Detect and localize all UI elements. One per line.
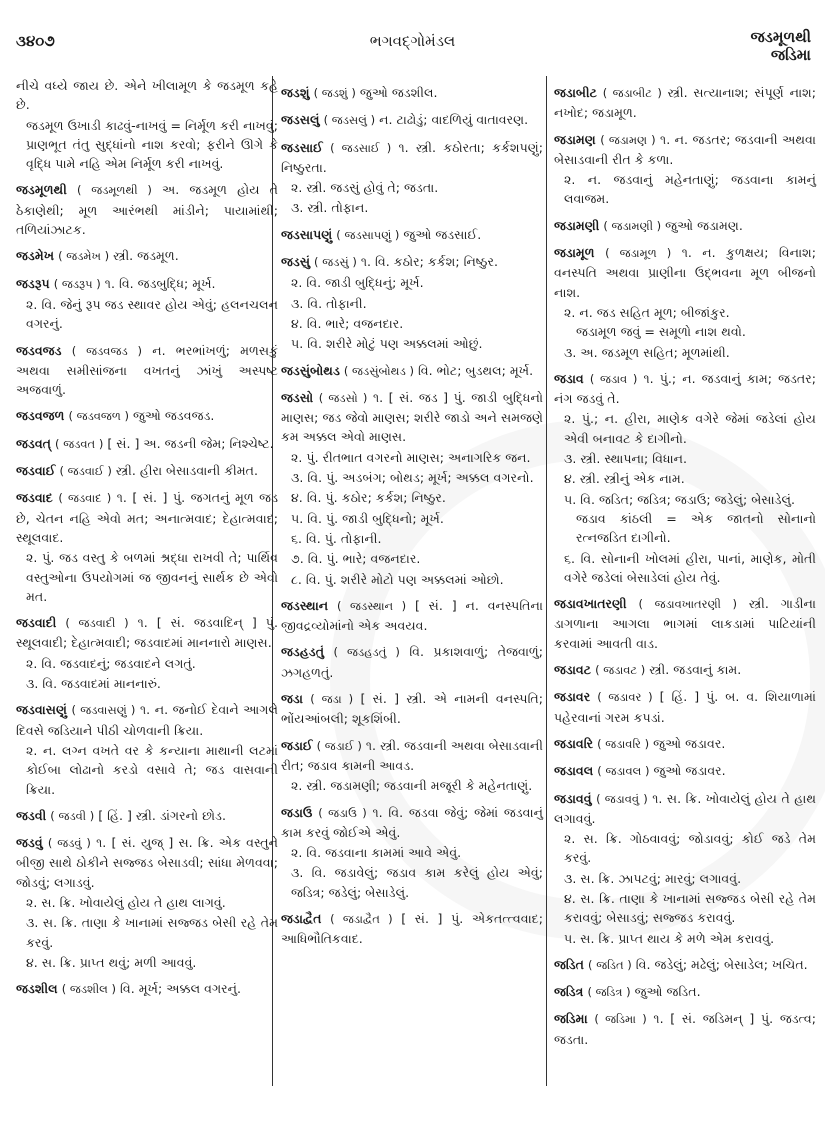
definition-text: ૪. સ. ક્રિ. પ્રાપ્ત થવું; મળી આવવું.	[26, 954, 197, 970]
entry-sense	[554, 322, 816, 341]
headword: જડાવખાતરણી	[554, 596, 627, 612]
definition-text: જુઓ જડિત.	[634, 984, 701, 1000]
entry-sense	[554, 829, 816, 868]
entry-sense	[554, 170, 816, 209]
definition-text: જડામૂળ જવું = સમૂળો નાશ થવો.	[576, 324, 746, 340]
dictionary-entry	[281, 909, 543, 949]
entry-sense	[281, 529, 543, 548]
pronunciation: ( જડવત )	[55, 436, 104, 451]
definition-text: વિ. પ્રકાશવાળું; તેજવાળું; ઝગહળતું.	[281, 644, 543, 680]
entry-sense	[281, 198, 543, 217]
headword: જડવું	[16, 835, 43, 851]
entry-sense	[281, 549, 543, 568]
definition-text: વિ. મૂર્ખ; અક્કલ વગરનું.	[120, 981, 242, 997]
headword: જડાવટ	[554, 662, 592, 678]
entry-sense	[554, 889, 816, 928]
headword: જડાબીટ	[554, 85, 597, 100]
entry-sense	[554, 303, 816, 322]
dictionary-entry	[554, 83, 816, 123]
headword: જડાવ	[554, 370, 584, 386]
definition-text: વિ. ભોટ; બુડથલ; મૂર્ખ.	[417, 362, 534, 378]
definition-text: ૧. ન. કુળક્ષય; વિનાશ; વનસ્પતિ અથવા પ્રાણીના ઉદ્ભવના મૂળ બીજનો નાશ.	[554, 245, 816, 300]
pronunciation: ( જડાબીટ )	[602, 86, 662, 100]
headword: જડાવરિ	[554, 735, 594, 751]
dictionary-entry	[554, 761, 816, 781]
headword: જડશું	[281, 85, 310, 100]
headword: જડવાસણું	[16, 702, 67, 718]
definition-text: ૩. વિ. પું. અડબંગ; બોથડ; મૂર્ખ; અક્કલ વગરનો.	[291, 470, 534, 486]
headword: જડવી	[16, 807, 47, 823]
definition-text: ૧. [ સં. જડ ] પું. જાડી બુદ્ધિનો માણસ; જડ જેવો માણસ; શરીરે જાડો અને સમજણે કમ અક્કલ એવો માણસ.	[281, 389, 543, 445]
dictionary-entry	[16, 180, 278, 239]
pronunciation: ( જડિત્ર )	[587, 985, 631, 1000]
headword: જડવત્	[16, 435, 52, 451]
definition-text: ૧. સ્ત્રી. જડવાની અથવા બેસાડવાની રીત; જડાવ કામની આવડ.	[281, 737, 543, 773]
dictionary-entry	[554, 982, 816, 1002]
entry-sense	[281, 273, 543, 292]
dictionary-entry	[16, 246, 278, 266]
column-2	[281, 76, 543, 949]
dictionary-entry	[281, 83, 543, 103]
guide-words	[750, 28, 811, 64]
headword: જડામણી	[554, 217, 600, 233]
definition-text: ૬. વિ. સોનાની ખોલમાં હીરા, પાનાં, માણેક, મોતી વગેરે જડેલાં બેસાડેલાં હોય તેવું.	[564, 550, 816, 585]
headword: જડાઉ	[281, 804, 313, 820]
entry-sense	[281, 776, 543, 795]
entry-sense	[16, 295, 278, 334]
entry-sense	[554, 490, 816, 509]
definition-text: ૨. સ. ક્રિ. ગોઠવાવવું; જોડાવવું; કોઈ જડે તેમ કરવું.	[564, 831, 816, 866]
definition-text: ૧. સ્ત્રી. કઠોરતા; કર્કશપણું; નિષ્ઠુરતા.	[281, 139, 543, 175]
headword: જડામૂળ	[554, 245, 595, 261]
pronunciation: ( જડાવવું )	[596, 791, 648, 806]
definition-text: ૨. ન. જડવાનું મહેનતાણું; જડવાના કામનું લવાજમ.	[564, 172, 816, 207]
definition-text: [ સં. ] પું. એકતત્ત્વવાદ; આધિભૌતિકવાદ.	[281, 910, 543, 947]
headword: જડસાઈ	[281, 139, 323, 155]
definition-text: [ સં. ] ન. વનસ્પતિના જીવદ્રવ્યોમાંનો એક અવયવ.	[281, 597, 543, 634]
pronunciation: ( જડવાદી )	[65, 616, 129, 631]
headword: જડાવલ	[554, 763, 594, 779]
headword: જડાઈ	[281, 737, 313, 753]
definition-text: ૧. [ સં. જડવાદિન્ ] પું. સ્થૂલવાદી; દેહાત્મવાદી; જડવાદમાં માનનારો માણસ.	[16, 615, 278, 651]
dictionary-entry	[281, 803, 543, 843]
pronunciation: ( જડસું )	[314, 255, 357, 270]
headword: જડાવવું	[554, 790, 592, 806]
entry-sense	[16, 953, 278, 972]
definition-text: ૭. વિ. પું. ભારે; વજનદાર.	[291, 551, 421, 567]
definition-text: જુઓ જડાવર.	[653, 763, 726, 779]
entry-sense	[281, 488, 543, 507]
dictionary-entry	[16, 488, 278, 547]
definition-text: ૨. પું. જડ વસ્તુ કે બળમાં શ્રદ્ધા રાખવી તે; પાર્થિવ વસ્તુઓના ઉપયોગમાં જ જીવનનું સાર્થક છે એવો મત.	[26, 550, 278, 604]
entry-sense	[281, 863, 543, 902]
headword: જડાવર	[554, 689, 591, 705]
definition-text: વિ. જડેલું; મઢેલું; બેસાડેલ; ખચિત.	[635, 956, 808, 972]
column-1	[16, 76, 278, 999]
definition-text: ૨. ન. લગ્ન વખતે વર કે કન્યાના માથાની લટમાં કોઈબા લોઢાનો કરડો વસાવે તે; જડ વાસવાની ક્રિયા.	[26, 742, 278, 797]
headword: જડસાપણું	[281, 226, 333, 242]
dictionary-entry	[16, 613, 278, 653]
definition-text: ૩. વિ. જડાવેલું; જડાવ કામ કરેલું હોય એવું; જડિત્ર; જડેલું; બેસાડેલું.	[291, 865, 543, 900]
entry-sense	[281, 314, 543, 333]
pronunciation: ( જડિમા )	[594, 1012, 647, 1027]
entry-sense	[554, 549, 816, 588]
entry-sense	[16, 76, 278, 115]
pronunciation: ( જડસો )	[318, 390, 368, 405]
guide-word-first: જડમૂળથી	[750, 28, 811, 46]
dictionary-entry	[281, 225, 543, 245]
entry-sense	[16, 674, 278, 693]
definition-text: અ. જડમૂળ હોય તે ઠેકાણેથી; મૂળ આરંભથી માંડીને; પાયામાંથી; તળિયાંઝાટક.	[16, 182, 278, 238]
definition-text: ન. ટાઢોડું; વાદળિયું વાતાવરણ.	[379, 112, 529, 128]
definition-text: ૧. વિ. જડબુદ્ધિ; મૂર્ખ.	[104, 275, 216, 291]
definition-text: ૨. વિ. જેનું રૂપ જડ સ્થાવર હોય એવું; હલનચલન વગરનું.	[26, 296, 278, 332]
definition-text: ૨. વિ. જડવાદનું; જડવાદને લગતું.	[26, 655, 196, 671]
headword: જડવાદી	[16, 615, 57, 631]
headword: જડહડતું	[281, 644, 325, 660]
entry-sense	[281, 294, 543, 313]
pronunciation: ( જડવાસણું )	[71, 703, 136, 718]
definition-text: ૫. વિ. પું. જાડી બુદ્ધિનો; મૂર્ખ.	[291, 510, 444, 526]
dictionary-entry	[554, 734, 816, 754]
dictionary-entry	[554, 594, 816, 653]
entry-sense	[554, 469, 816, 488]
pronunciation: ( જડરૂપ )	[53, 276, 101, 291]
pronunciation: ( જડામણી )	[603, 218, 662, 233]
pronunciation: ( જડામૂળ )	[605, 246, 672, 261]
definition-text: ૪. સ્ત્રી. સ્ત્રીનું એક નામ.	[564, 471, 685, 487]
entry-sense	[554, 929, 816, 948]
definition-text: ૧. સ. ક્રિ. ખોવાયેલું હોય તે હાથ લગાવવું.	[554, 790, 817, 826]
entry-sense	[554, 869, 816, 888]
headword: જડશીલ	[16, 981, 58, 997]
definition-text: [ હિં. ] સ્ત્રી. ડાંગરનો છોડ.	[98, 807, 226, 823]
page-header	[0, 28, 825, 68]
pronunciation: ( જડાદ્વૈત )	[330, 911, 393, 926]
pronunciation: ( જડાવટ )	[595, 663, 646, 678]
definition-text: ૩. અ. જડમૂળ સહિત; મૂળમાંથી.	[564, 344, 730, 360]
headword: જડિમા	[554, 1011, 588, 1027]
definition-text: સ્ત્રી. હીરા બેસાડવાની કીમત.	[115, 463, 258, 479]
dictionary-entry	[281, 736, 543, 776]
headword: જડસુંબોથડ	[281, 362, 340, 378]
definition-text: સ્ત્રી. જડવાનું કામ.	[649, 662, 742, 678]
headword: જડસ્થાન	[281, 597, 329, 613]
dictionary-entry	[554, 660, 816, 680]
pronunciation: ( જડા )	[310, 692, 354, 707]
dictionary-entry	[16, 406, 278, 426]
dictionary-entry	[16, 833, 278, 892]
pronunciation: ( જડશું )	[313, 86, 356, 100]
entry-sense	[16, 548, 278, 606]
dictionary-entry	[554, 687, 816, 727]
column-divider	[546, 76, 547, 1086]
entry-sense	[554, 409, 816, 448]
entry-sense	[16, 741, 278, 799]
entry-sense	[281, 509, 543, 528]
headword: જડસું	[281, 254, 311, 270]
definition-text: નીચે વધ્યે જાય છે. એને ખીલામૂળ કે જડમૂળ કહે છે.	[16, 78, 278, 113]
pronunciation: ( જડસાપણું )	[336, 227, 400, 242]
definition-text: સ્ત્રી. જડમૂળ.	[113, 248, 179, 264]
dictionary-entry	[554, 216, 816, 236]
column-3	[554, 76, 816, 1049]
definition-text: [ સં. ] સ્ત્રી. એ નામની વનસ્પતિ; ભોંયઆંબલી; શૂકશિંબી.	[281, 691, 544, 727]
definition-text: જુઓ જડસાઈ.	[403, 226, 482, 242]
headword: જડા	[281, 691, 303, 707]
definition-text: ૨. પું.; ન. હીરા, માણેક વગેરે જેમાં જડેલાં હોય એવી બનાવટ કે દાગીનો.	[564, 411, 816, 446]
definition-text: ૪. વિ. ભારે; વજનદાર.	[291, 315, 404, 331]
dictionary-entry	[16, 341, 278, 400]
definition-text: ૩. સ્ત્રી. તોફાન.	[291, 200, 369, 216]
definition-text: ૧. [ સં. યુજ્ ] સ. ક્રિ. એક વસ્તુને બીજી સાથે ઠોકીને સજ્જડ બેસાડવી; સાંધા મેળવવા; જોડવું; લગાડવું.	[16, 835, 278, 890]
dictionary-entry	[281, 689, 543, 729]
definition-text: ૨. વિ. જાડી બુદ્ધિનું; મૂર્ખ.	[291, 275, 424, 291]
dictionary-entry	[554, 1009, 816, 1049]
dictionary-entry	[16, 434, 278, 454]
headword: જડરૂપ	[16, 275, 50, 291]
definition-text: ૧. ન. જનોઈ દેવાને આગલે દિવસે જડિયાને પીઠી ચોળવાની ક્રિયા.	[16, 702, 278, 738]
entry-sense	[281, 468, 543, 487]
definition-text: જુઓ જડશીલ.	[359, 85, 438, 100]
dictionary-entry	[16, 806, 278, 826]
definition-text: ૪. સ. ક્રિ. તાણા કે ખાનામાં સજ્જડ બેસી રહે તેમ કરાવવું; બેસાડવું; સજ્જડ કરાવવું.	[564, 890, 816, 926]
dictionary-entry	[281, 110, 543, 130]
definition-text: ૪. વિ. પું. કઠોર; કર્કશ; નિષ્ઠુર.	[291, 490, 446, 506]
definition-text: ૨. સ્ત્રી. જડસું હોવું તે; જડતા.	[291, 180, 439, 196]
definition-text: ૩. વિ. તોફાની.	[291, 295, 367, 311]
entry-sense	[554, 449, 816, 468]
pronunciation: ( જડાવરિ )	[597, 736, 650, 751]
pronunciation: ( જડવજળ )	[68, 409, 129, 424]
pronunciation: ( જડવું )	[47, 836, 91, 851]
pronunciation: ( જડશીલ )	[61, 982, 117, 997]
headword: જડવજડ	[16, 342, 62, 358]
definition-text: ૩. વિ. જડવાદમાં માનનારું.	[26, 676, 161, 692]
entry-sense	[281, 448, 543, 467]
definition-text: ૧. ન. જડતર; જડવાની અથવા બેસાડવાની રીત કે કળા.	[554, 131, 816, 167]
guide-word-last: જડિમા	[770, 46, 811, 64]
pronunciation: ( જડાવર )	[597, 690, 653, 705]
definition-text: ૩. સ. ક્રિ. ઝાપટવું; મારવું; લગાવવું.	[564, 870, 742, 886]
dictionary-entry	[281, 388, 543, 447]
headword: જડાદ્વૈત	[281, 910, 322, 926]
definition-text: જુઓ જડાવર.	[653, 735, 726, 751]
headword: જડિત્ર	[554, 984, 584, 1000]
dictionary-entry	[281, 596, 543, 636]
definition-text: ૧. [ સં. ] પું. જગતનું મૂળ જડ છે, ચેતન નહિ એવો મત; અનાત્મવાદ; દેહાત્મવાદ; સ્થૂલવાદ.	[16, 490, 278, 545]
pronunciation: ( જડાઈ )	[316, 738, 362, 753]
running-title: ભગવદ્ગોમંડલ	[369, 32, 456, 50]
dictionary-entry	[281, 138, 543, 178]
dictionary-entry	[281, 361, 543, 381]
headword: જડસલું	[281, 112, 320, 128]
pronunciation: ( જડમેખ )	[58, 249, 110, 264]
pronunciation: ( જડાવખાતરણી )	[638, 597, 737, 612]
dictionary-entry	[554, 369, 816, 409]
headword: જડામણ	[554, 131, 596, 147]
dictionary-entry	[554, 130, 816, 170]
headword: જડમૂળથી	[16, 182, 67, 198]
pronunciation: ( જડવાદ )	[58, 491, 112, 506]
definition-text: ૮. વિ. પું. શરીરે મોટો પણ અક્કલમાં ઓછો.	[291, 571, 504, 587]
definition-text: જડાવ કાંઠલી = એક જાતનો સોનાનો રત્નજડિત દાગીનો.	[576, 510, 816, 546]
entry-sense	[281, 334, 543, 353]
definition-text: સ્ત્રી. ગાડીના ડાગળાના આગલા ભાગમાં લાકડામાં પાટિયાંની કરવામાં આવતી વાડ.	[554, 596, 816, 651]
pronunciation: ( જડવજડ )	[71, 343, 142, 358]
headword: જડવજળ	[16, 408, 65, 424]
definition-text: ૧. વિ. જડવા જેવું; જેમાં જડવાનું કામ કરવું જોઈએ એવું.	[281, 804, 543, 840]
entry-sense	[281, 570, 543, 589]
pronunciation: ( જડાવ )	[589, 371, 638, 386]
pronunciation: ( જડાઉ )	[318, 805, 367, 820]
definition-text: ૬. વિ. પું. તોફાની.	[291, 530, 382, 546]
definition-text: ૫. સ. ક્રિ. પ્રાપ્ત થાય કે મળે એમ કરાવવું.	[564, 930, 775, 946]
definition-text: [ સં. ] અ. જડની જેમ; નિશ્ચેષ્ટ.	[107, 435, 274, 451]
headword: જડમેખ	[16, 248, 55, 264]
definition-text: ૩. સ. ક્રિ. તાણા કે ખાનામાં સજ્જડ બેસી રહે તેમ કરવું.	[26, 915, 278, 950]
pronunciation: ( જડસાઈ )	[330, 140, 392, 155]
pronunciation: ( જડસ્થાન )	[337, 598, 407, 613]
definition-text: ૧. વિ. કઠોર; કર્કશ; નિષ્ઠુર.	[360, 254, 498, 270]
definition-text: ૨. પું. રીતભાત વગરનો માણસ; અનાગરિક જન.	[291, 449, 531, 465]
definition-text: ૧. પું.; ન. જડવાનું કામ; જડતર; નંગ જડવું તે.	[554, 370, 816, 407]
pronunciation: ( જડવાઈ )	[59, 464, 112, 479]
entry-sense	[16, 654, 278, 673]
entry-sense	[16, 116, 278, 174]
definition-text: ૫. વિ. શરીરે મોટું પણ અક્કલમાં ઓછું.	[291, 336, 483, 352]
dictionary-entry	[281, 642, 543, 682]
pronunciation: ( જડિત )	[588, 957, 632, 972]
entry-sense	[16, 913, 278, 952]
pronunciation: ( જડમૂળથી )	[76, 183, 152, 198]
dictionary-entry	[554, 955, 816, 975]
pronunciation: ( જડહડતું )	[333, 645, 400, 660]
headword: જડવાઈ	[16, 463, 56, 479]
entry-sense	[554, 343, 816, 362]
pronunciation: ( જડસુંબોથડ )	[343, 363, 414, 378]
headword: જડવાદ	[16, 490, 53, 506]
dictionary-entry	[554, 243, 816, 302]
entry-sense	[281, 178, 543, 197]
definition-text: ૨. સ્ત્રી. જડામણી; જડવાની મજૂરી કે મહેનતાણું.	[291, 778, 533, 794]
pronunciation: ( જડાવલ )	[597, 764, 650, 779]
entry-sense	[16, 893, 278, 912]
dictionary-entry	[16, 274, 278, 294]
dictionary-entry	[554, 789, 816, 829]
definition-text: સ્ત્રી. સત્યાનાશ; સંપૂર્ણ નાશ; નખોદ; જડામૂળ.	[554, 85, 816, 121]
entry-sense	[554, 509, 816, 548]
definition-text: જડમૂળ ઉખાડી કાઢવું-નાખવું = નિર્મૂળ કરી નાખવું; પ્રાણભૂત તંતુ સુદ્ધાંનો નાશ કરવો; ફરીને ઊગે કે વૃદ્ધિ પામે નહિ એમ નિર્મૂળ કરી નાખવું.	[26, 117, 278, 172]
headword: જડસો	[281, 389, 314, 405]
definition-text: ન. ભરભાંખળું; મળસકું અથવા સમીસાંજના વખતનું ઝાંખું અસ્પષ્ટ અજવાળું.	[16, 342, 278, 398]
page-number: ૩૪૦૭	[16, 32, 55, 50]
pronunciation: ( જડવી )	[50, 808, 95, 823]
definition-text: ૨. વિ. જડવાના કામમાં આવે એવું.	[291, 845, 462, 861]
dictionary-entry	[281, 252, 543, 272]
dictionary-entry	[16, 979, 278, 999]
definition-text: ૨. ન. જડ સહિત મૂળ; બીજાંકુર.	[564, 304, 730, 320]
definition-text: ૨. સ. ક્રિ. ખોવાયેલું હોય તે હાથ લાગવું.	[26, 894, 226, 910]
dictionary-entry	[16, 700, 278, 740]
definition-text: જુઓ જડામણ.	[665, 217, 743, 233]
dictionary-entry	[16, 461, 278, 481]
headword: જડિત	[554, 956, 585, 972]
definition-text: જુઓ જડવજડ.	[132, 408, 215, 424]
definition-text: ૫. વિ. જડિત; જડિત્ર; જડાઉ; જડેલું; બેસાડેલું.	[564, 491, 796, 507]
definition-text: ૩. સ્ત્રી. સ્થાપના; વિધાન.	[564, 451, 687, 467]
pronunciation: ( જડસલું )	[323, 113, 376, 128]
pronunciation: ( જડામણ )	[600, 132, 656, 147]
entry-sense	[281, 843, 543, 862]
definition-text: ૧. [ સં. જડિમન્ ] પું. જડત્વ; જડતા.	[554, 1011, 816, 1047]
definition-text: [ હિં. ] પું. બ. વ. શિયાળામાં પહેરવાનાં ગરમ કપડાં.	[554, 689, 816, 725]
